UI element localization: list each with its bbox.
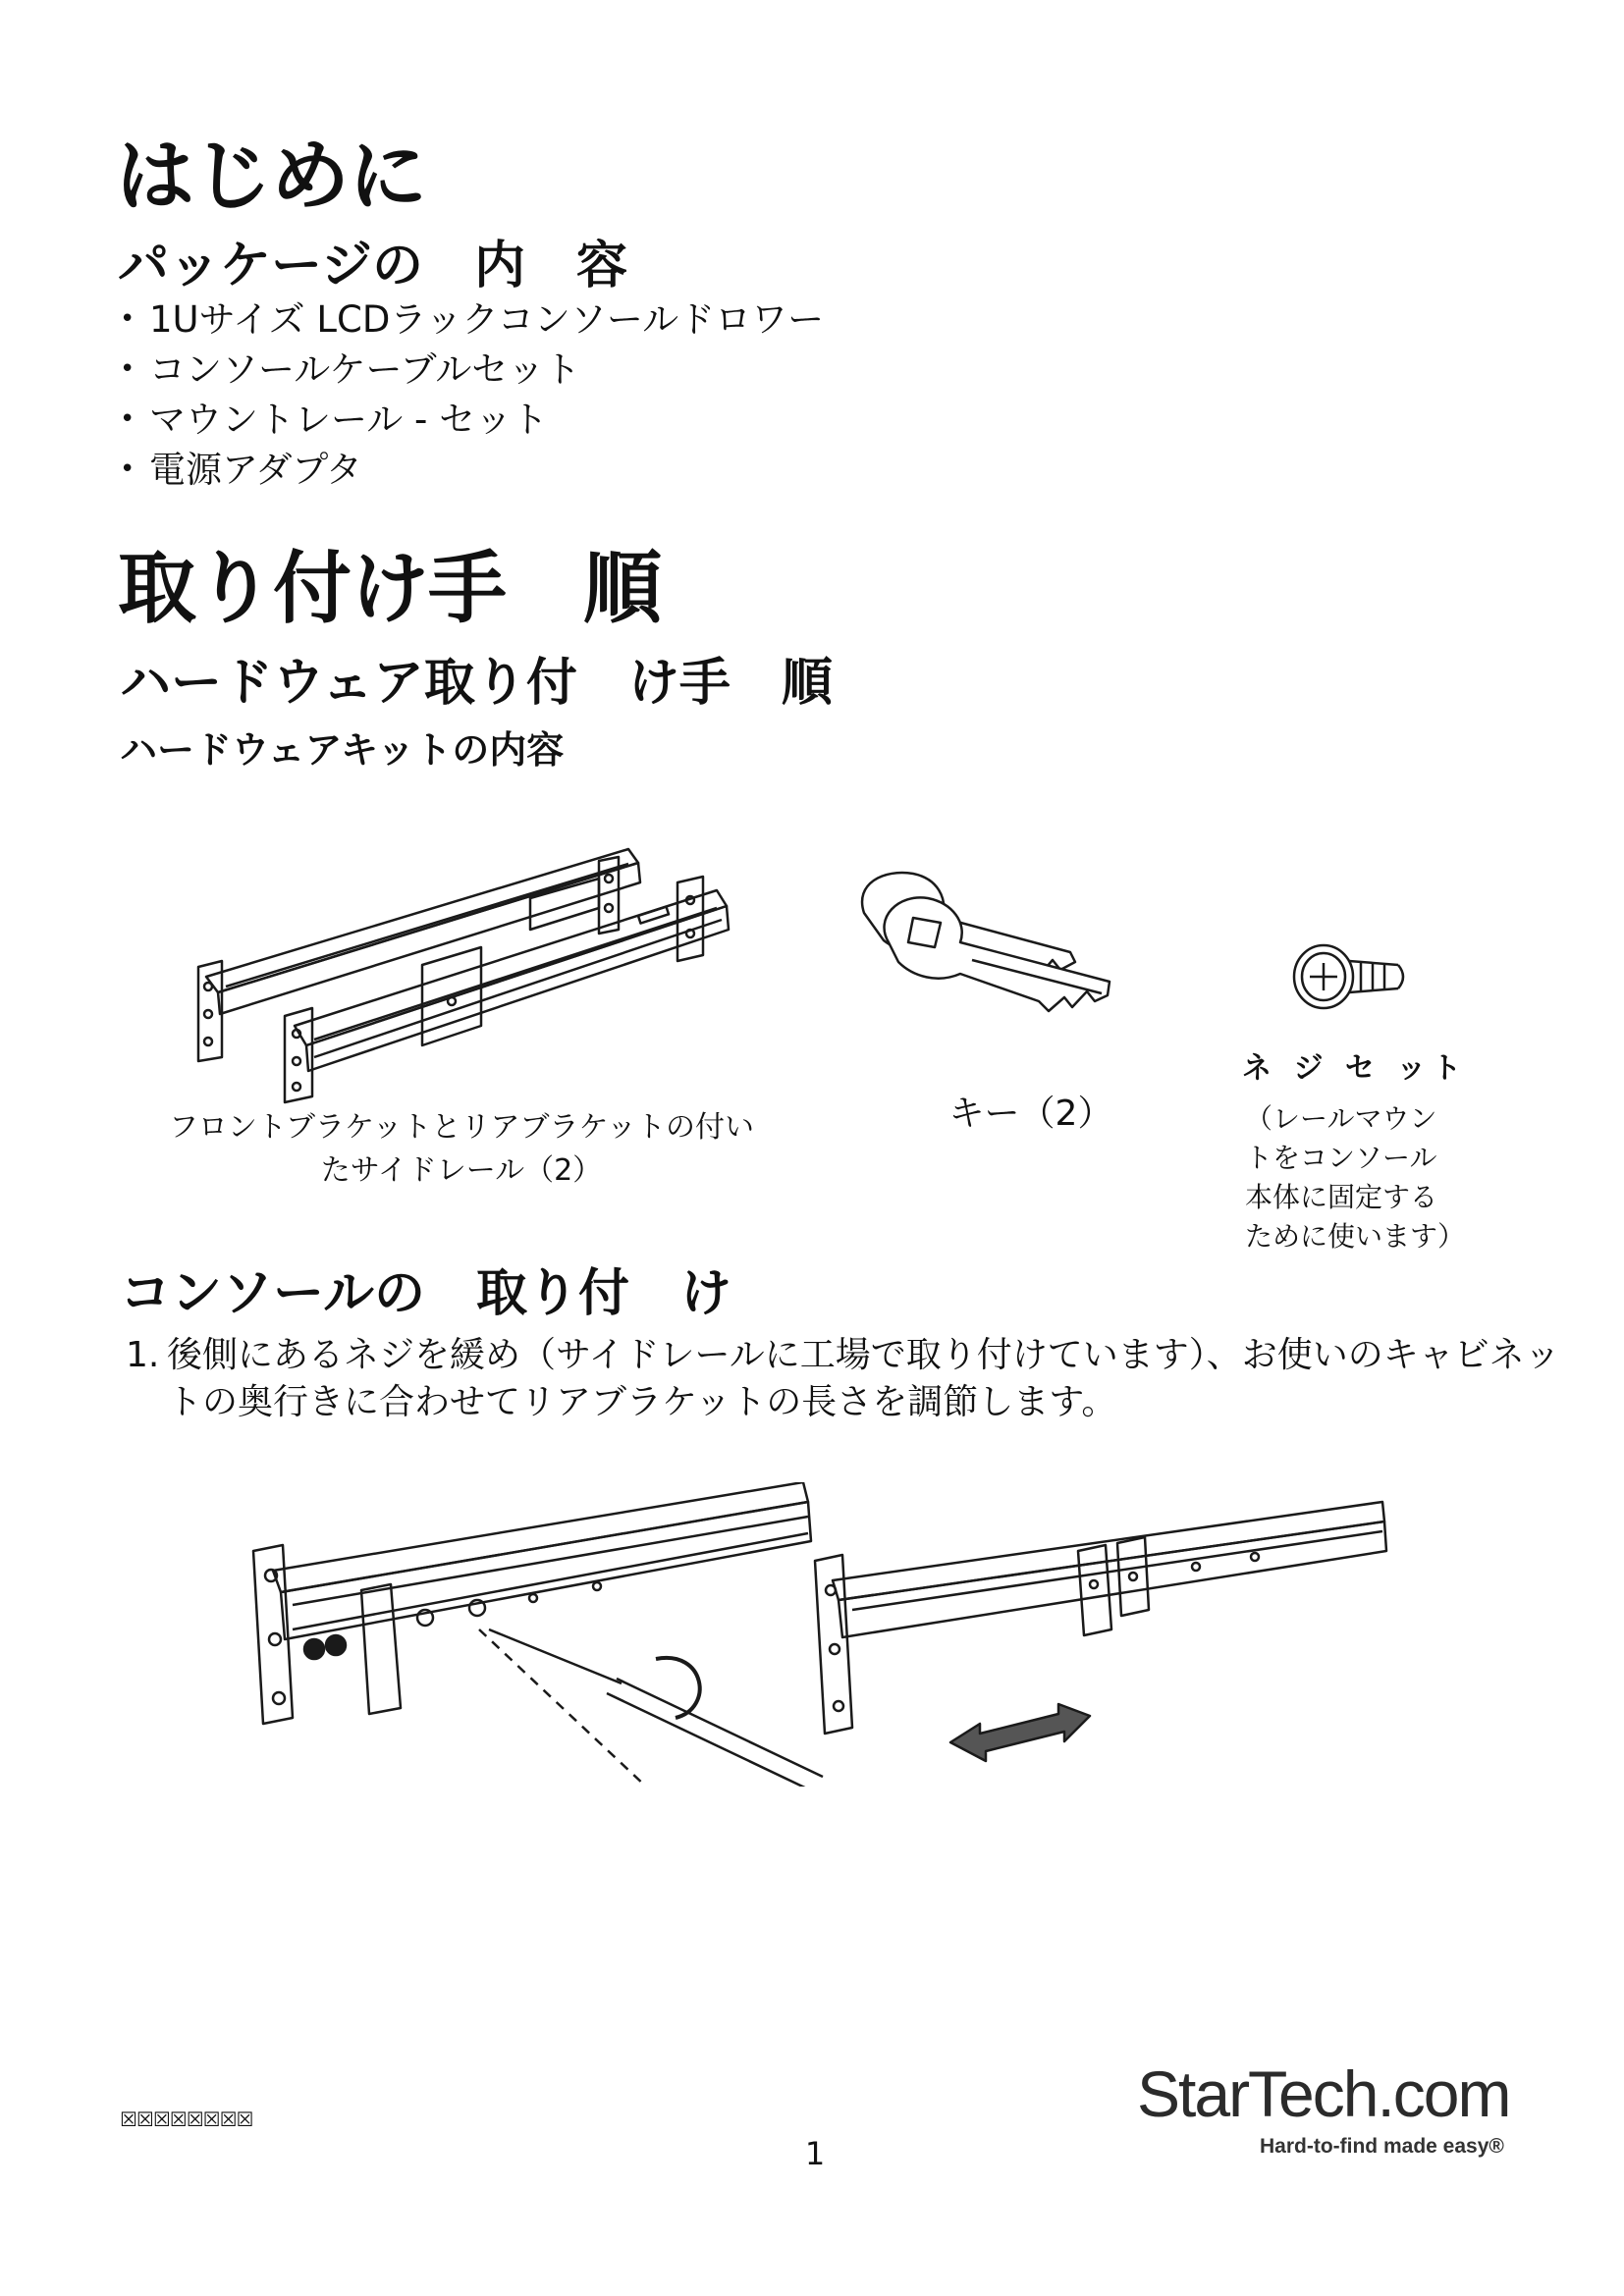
logo-tagline: Hard-to-find made easy® [1260,2135,1504,2158]
step-text: 後側にあるネジを緩め（サイドレールに工場で取り付けています）、お使いのキャビネットの奥行きに合わせてリアブラケットの長さを調節します。 [167,1335,1560,1422]
package-list [118,294,824,495]
rails-caption: フロントブラケットとリアブラケットの付いたサイドレール（2） [168,1110,755,1188]
intro-title: はじめに [116,131,426,222]
package-item: • コンソールケーブルセット [118,345,824,395]
install-title: 取り付け手 順 [118,543,661,634]
screws-note: （レールマウントをコンソール本体に固定するために使います） [1245,1102,1466,1253]
package-item: • マウントレール - セット [118,395,824,445]
package-item: • 電源アダプタ [118,445,824,495]
kit-heading: ハードウェアキットの内容 [120,728,565,772]
package-heading: パッケージの 内 容 [118,237,627,295]
screws-caption: ネ ジ セ ット [1242,1051,1468,1086]
startech-logo [1137,2057,1510,2158]
step-number: 1. [126,1335,160,1375]
doc-code: ☒☒☒☒☒☒☒☒ [120,2108,253,2131]
screw-illustration [1288,937,1416,1016]
rail-adjust-illustration [234,1482,1392,1787]
keys-illustration [844,864,1149,1060]
page-number: 1 [804,2135,826,2172]
logo-text: StarTech.com [1137,2057,1510,2130]
hardware-heading: ハードウェア取り付 け手 順 [120,654,833,713]
console-heading: コンソールの 取り付 け [120,1264,731,1323]
package-item: • 1Uサイズ LCDラックコンソールドロワー [118,294,824,345]
keys-caption: キー（2） [948,1094,1113,1134]
side-rails-illustration [187,839,756,1104]
step-item [126,1332,1598,1426]
